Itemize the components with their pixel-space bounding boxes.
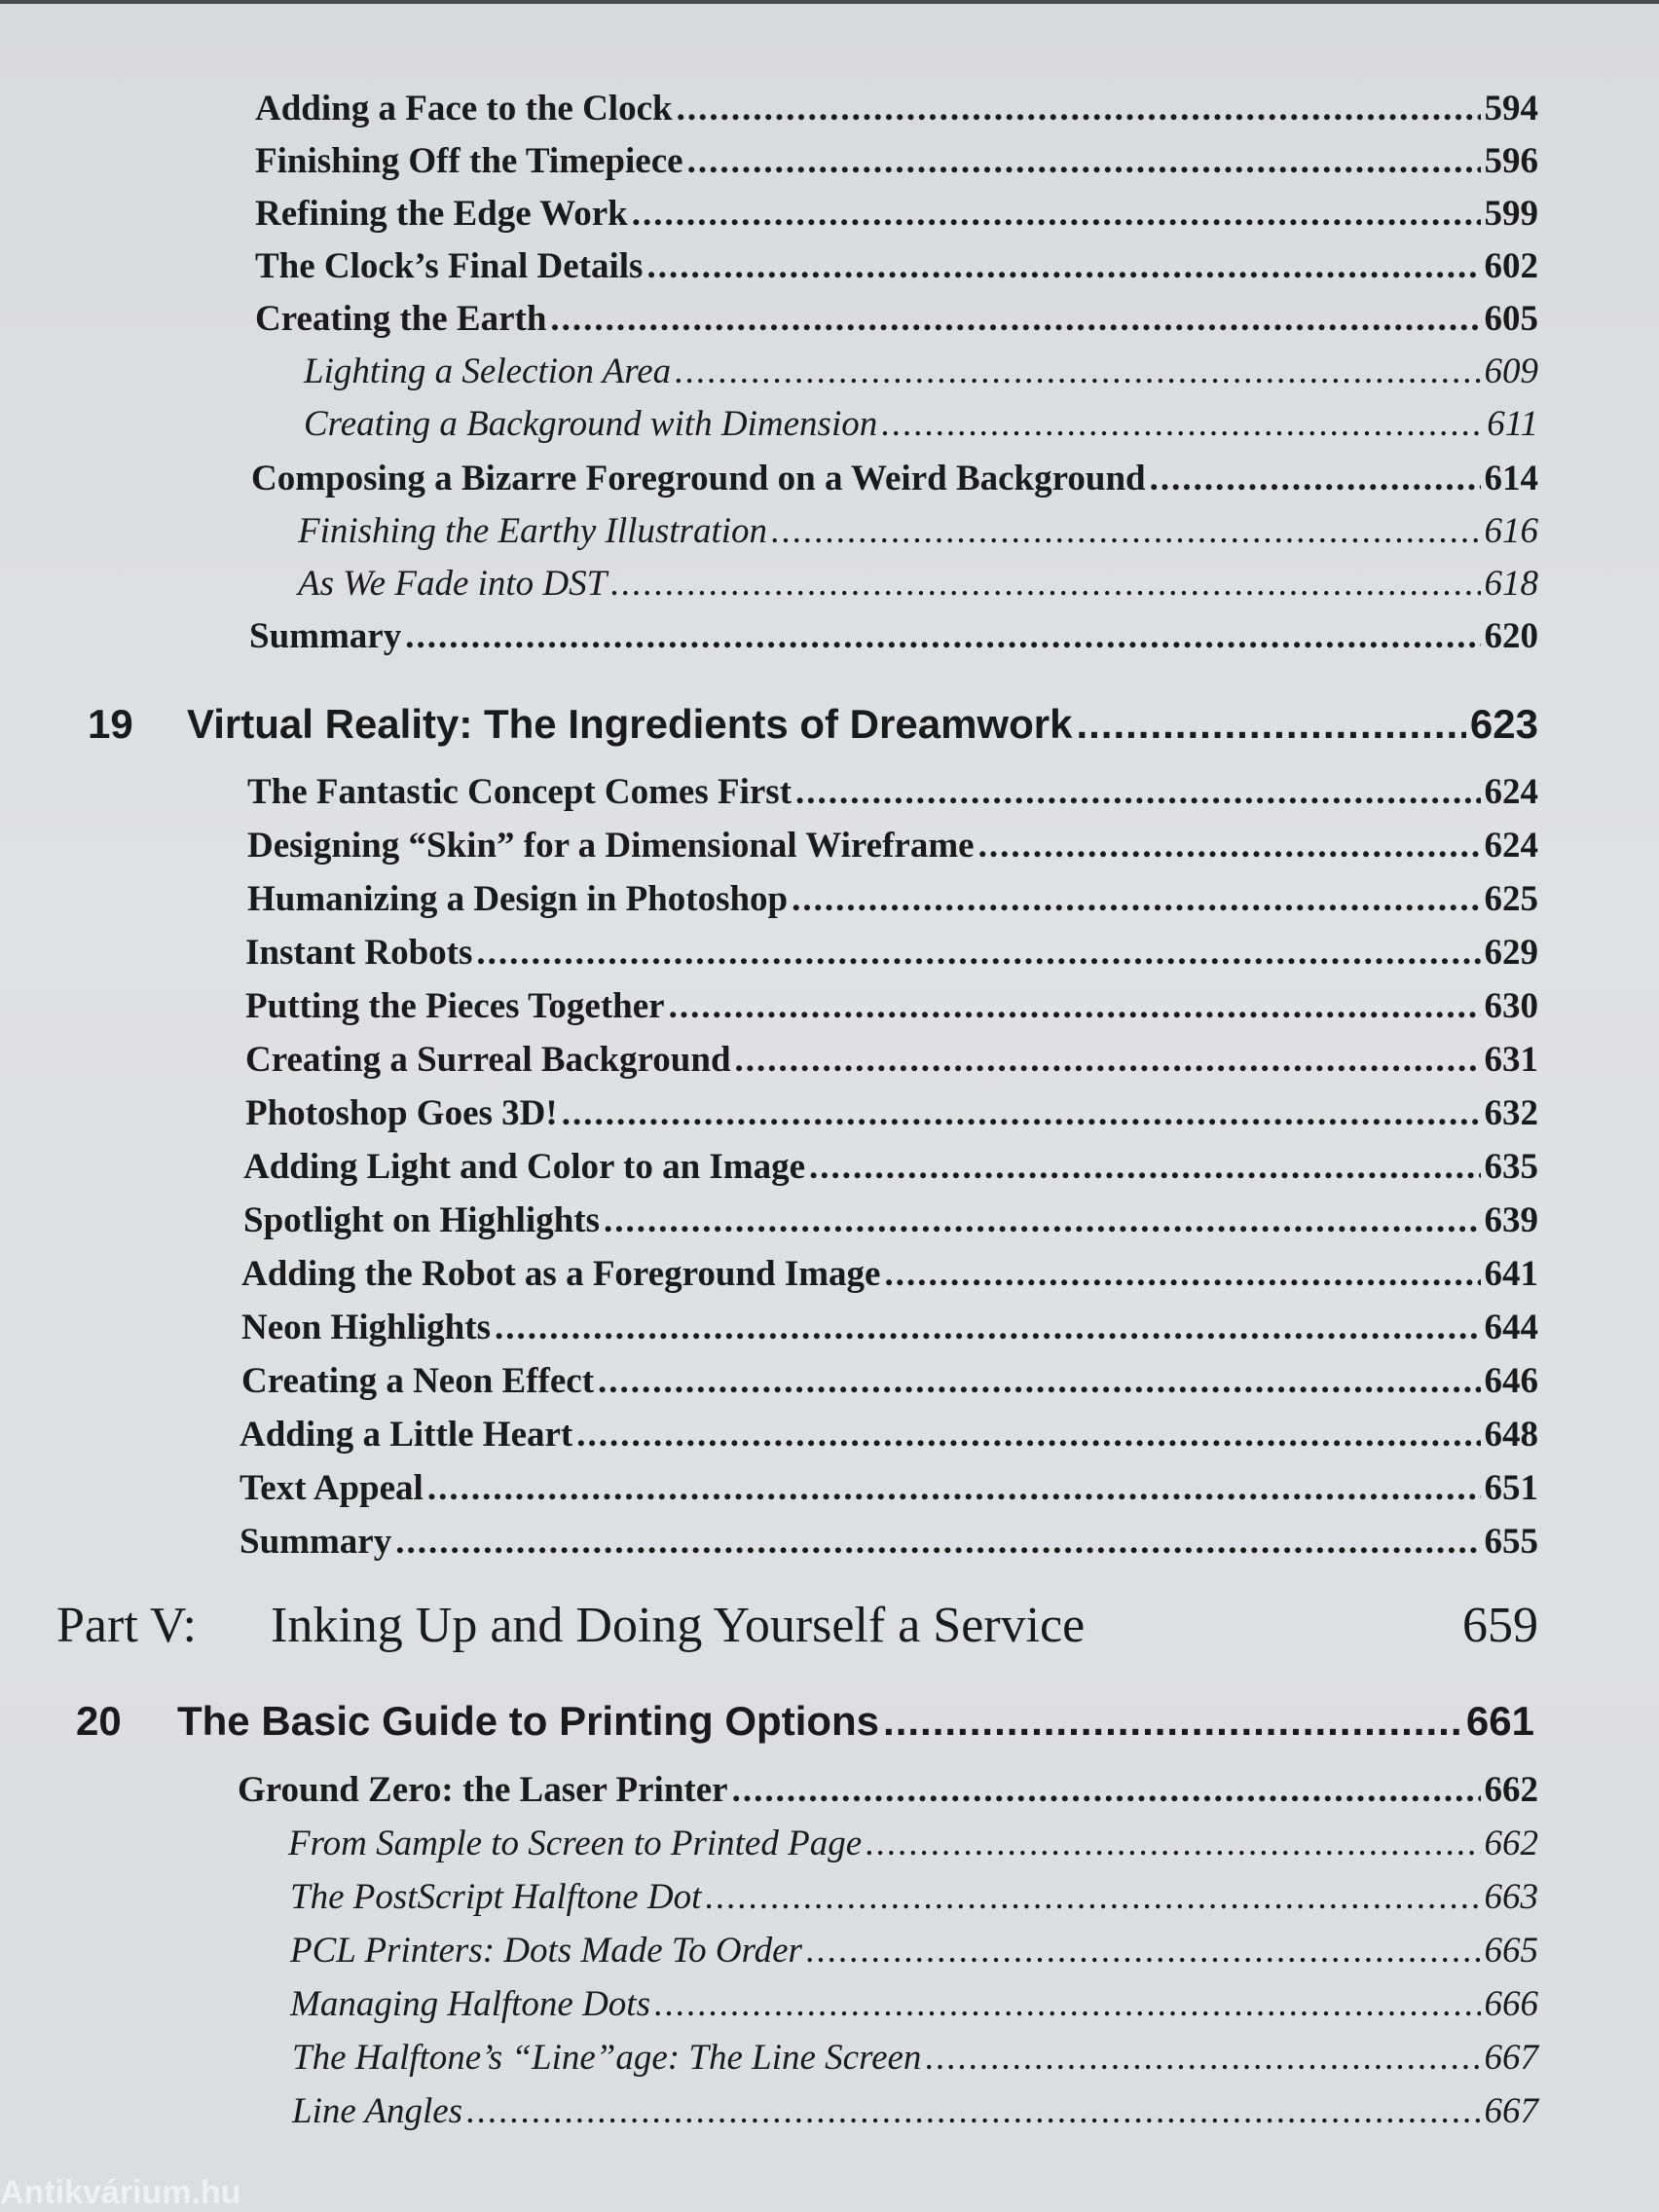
entry-page: 594 [1484,89,1538,129]
leader-dots [795,771,1480,813]
toc-entry [238,1769,1538,1811]
entry-title: Finishing the Earthy Illustration [298,511,768,551]
entry-title: Composing a Bizarre Foreground on a Weird Background [251,459,1146,498]
toc-subentry [292,2037,1538,2079]
leader-dots [1150,458,1481,499]
leader-dots [705,1876,1480,1918]
toc-entry [245,1092,1538,1134]
toc-entry [240,1414,1538,1456]
toc-entry [241,1307,1538,1348]
entry-page: 596 [1484,141,1538,181]
leader-dots [883,1698,1462,1745]
toc-entry [243,1146,1538,1188]
entry-page: 630 [1484,986,1538,1026]
leader-dots [576,1414,1480,1456]
entry-title: Ground Zero: the Laser Printer [238,1770,728,1810]
leader-dots [732,1769,1481,1811]
entry-page: 616 [1484,511,1538,551]
entry-title: Designing “Skin” for a Dimensional Wireframe [247,826,975,866]
entry-title: Neon Highlights [241,1308,491,1347]
entry-page: 644 [1484,1308,1538,1347]
entry-page: 614 [1484,459,1538,498]
leader-dots [881,403,1483,445]
entry-title: Summary [240,1522,392,1562]
entry-page: 667 [1484,2091,1538,2131]
chapter-page: 623 [1469,701,1538,747]
leader-dots [809,1146,1480,1188]
entry-title: Adding a Face to the Clock [255,89,673,129]
entry-title: Creating the Earth [255,299,547,339]
entry-page: 624 [1484,772,1538,812]
leader-dots [675,350,1480,392]
leader-dots [978,825,1481,866]
toc-subentry [292,2090,1538,2132]
toc-entry [255,88,1538,129]
entry-title: Creating a Surreal Background [245,1040,731,1080]
entry-page: 662 [1484,1770,1538,1810]
leader-dots [687,140,1481,182]
entry-title: From Sample to Screen to Printed Page [288,1824,863,1863]
entry-page: 663 [1484,1877,1538,1917]
leader-dots [550,298,1480,340]
chapter-heading [76,1698,1534,1745]
chapter-number: 19 [88,701,133,747]
entry-page: 635 [1484,1147,1538,1187]
entry-page: 618 [1484,564,1538,604]
toc-entry [251,458,1538,499]
toc-subentry [304,350,1538,392]
entry-page: 629 [1484,933,1538,973]
part-heading [56,1597,1538,1654]
entry-page: 620 [1484,616,1538,656]
entry-page: 605 [1484,299,1538,339]
entry-page: 667 [1484,2038,1538,2078]
entry-page: 599 [1484,194,1538,234]
toc-entry [247,771,1538,813]
entry-page: 662 [1484,1824,1538,1863]
part-page: 659 [1462,1598,1538,1653]
chapter-number: 20 [76,1698,122,1744]
part-title: Inking Up and Doing Yourself a Service [271,1598,1086,1653]
watermark-text: Antikvárium.hu [0,2174,241,2211]
leader-dots [598,1360,1480,1402]
toc-entry [247,825,1538,866]
toc-subentry [298,510,1538,552]
chapter-page: 661 [1465,1698,1534,1744]
entry-title: Refining the Edge Work [255,194,628,234]
toc-subentry [290,1876,1538,1918]
leader-dots [395,1521,1480,1563]
leader-dots [735,1039,1481,1081]
toc-entry [255,298,1538,340]
entry-title: Adding the Robot as a Foreground Image [241,1254,881,1294]
entry-page: 641 [1484,1254,1538,1294]
entry-title: Creating a Neon Effect [241,1361,595,1401]
entry-page: 655 [1484,1522,1538,1562]
entry-title: The PostScript Halftone Dot [290,1877,702,1917]
toc-entry [255,193,1538,235]
leader-dots [771,510,1480,552]
toc-entry [255,245,1538,287]
leader-dots [866,1823,1480,1864]
leader-dots [884,1253,1480,1295]
entry-page: 624 [1484,826,1538,866]
leader-dots [562,1092,1481,1134]
entry-page: 632 [1484,1093,1538,1133]
entry-title: The Fantastic Concept Comes First [247,772,793,812]
toc-entry [241,1253,1538,1295]
leader-dots [806,1930,1481,1972]
entry-title: Adding a Little Heart [240,1415,573,1455]
entry-title: Spotlight on Highlights [243,1200,601,1240]
entry-page: 665 [1484,1931,1538,1971]
leader-dots [610,563,1480,605]
toc-entry [249,615,1538,657]
toc-subentry [288,1823,1538,1864]
entry-page: 639 [1484,1200,1538,1240]
entry-page: 625 [1484,879,1538,919]
leader-dots [495,1307,1481,1348]
entry-title: Line Angles [292,2091,463,2131]
entry-title: Finishing Off the Timepiece [255,141,683,181]
entry-title: Lighting a Selection Area [304,351,672,391]
toc-subentry [298,563,1538,605]
entry-title: Instant Robots [245,933,473,973]
leader-dots [476,932,1480,974]
chapter-title: The Basic Guide to Printing Options [177,1698,880,1744]
entry-title: The Clock’s Final Details [255,246,644,286]
toc-entry [243,1199,1538,1241]
toc-subentry [290,1983,1538,2025]
toc-subentry [290,1930,1538,1972]
leader-dots [632,193,1481,235]
entry-title: As We Fade into DST [298,564,608,604]
leader-dots [1076,701,1465,748]
entry-page: 648 [1484,1415,1538,1455]
toc-entry [241,1360,1538,1402]
chapter-heading [88,701,1538,748]
entry-title: Text Appeal [240,1468,424,1508]
entry-page: 602 [1484,246,1538,286]
entry-title: Adding Light and Color to an Image [243,1147,806,1187]
toc-entry [240,1467,1538,1509]
entry-title: Photoshop Goes 3D! [245,1093,558,1133]
entry-page: 666 [1484,1984,1538,2024]
leader-dots [604,1199,1480,1241]
toc-entry [247,878,1538,920]
entry-page: 609 [1484,351,1538,391]
leader-dots [669,985,1481,1027]
entry-title: Putting the Pieces Together [245,986,665,1026]
leader-dots [646,245,1480,287]
toc-entry [245,1039,1538,1081]
leader-dots [466,2090,1480,2132]
entry-page: 611 [1487,404,1538,444]
leader-dots [405,615,1480,657]
part-label: Part V: [56,1598,197,1653]
entry-title: Creating a Background with Dimension [304,404,878,444]
toc-entry [245,932,1538,974]
entry-title: Humanizing a Design in Photoshop [247,879,789,919]
leader-dots [792,878,1480,920]
entry-title: The Halftone’s “Line”age: The Line Screen [292,2038,922,2078]
toc-subentry [304,403,1538,445]
toc-entry [245,985,1538,1027]
entry-title: Summary [249,616,402,656]
entry-page: 631 [1484,1040,1538,1080]
leader-dots [427,1467,1481,1509]
entry-title: Managing Halftone Dots [290,1984,650,2024]
leader-dots [677,88,1481,129]
chapter-title: Virtual Reality: The Ingredients of Dreamwork [187,701,1073,747]
leader-dots [925,2037,1480,2079]
entry-page: 651 [1484,1468,1538,1508]
entry-title: PCL Printers: Dots Made To Order [290,1931,802,1971]
entry-page: 646 [1484,1361,1538,1401]
toc-entry [255,140,1538,182]
leader-dots [654,1983,1481,2025]
toc-entry [240,1521,1538,1563]
